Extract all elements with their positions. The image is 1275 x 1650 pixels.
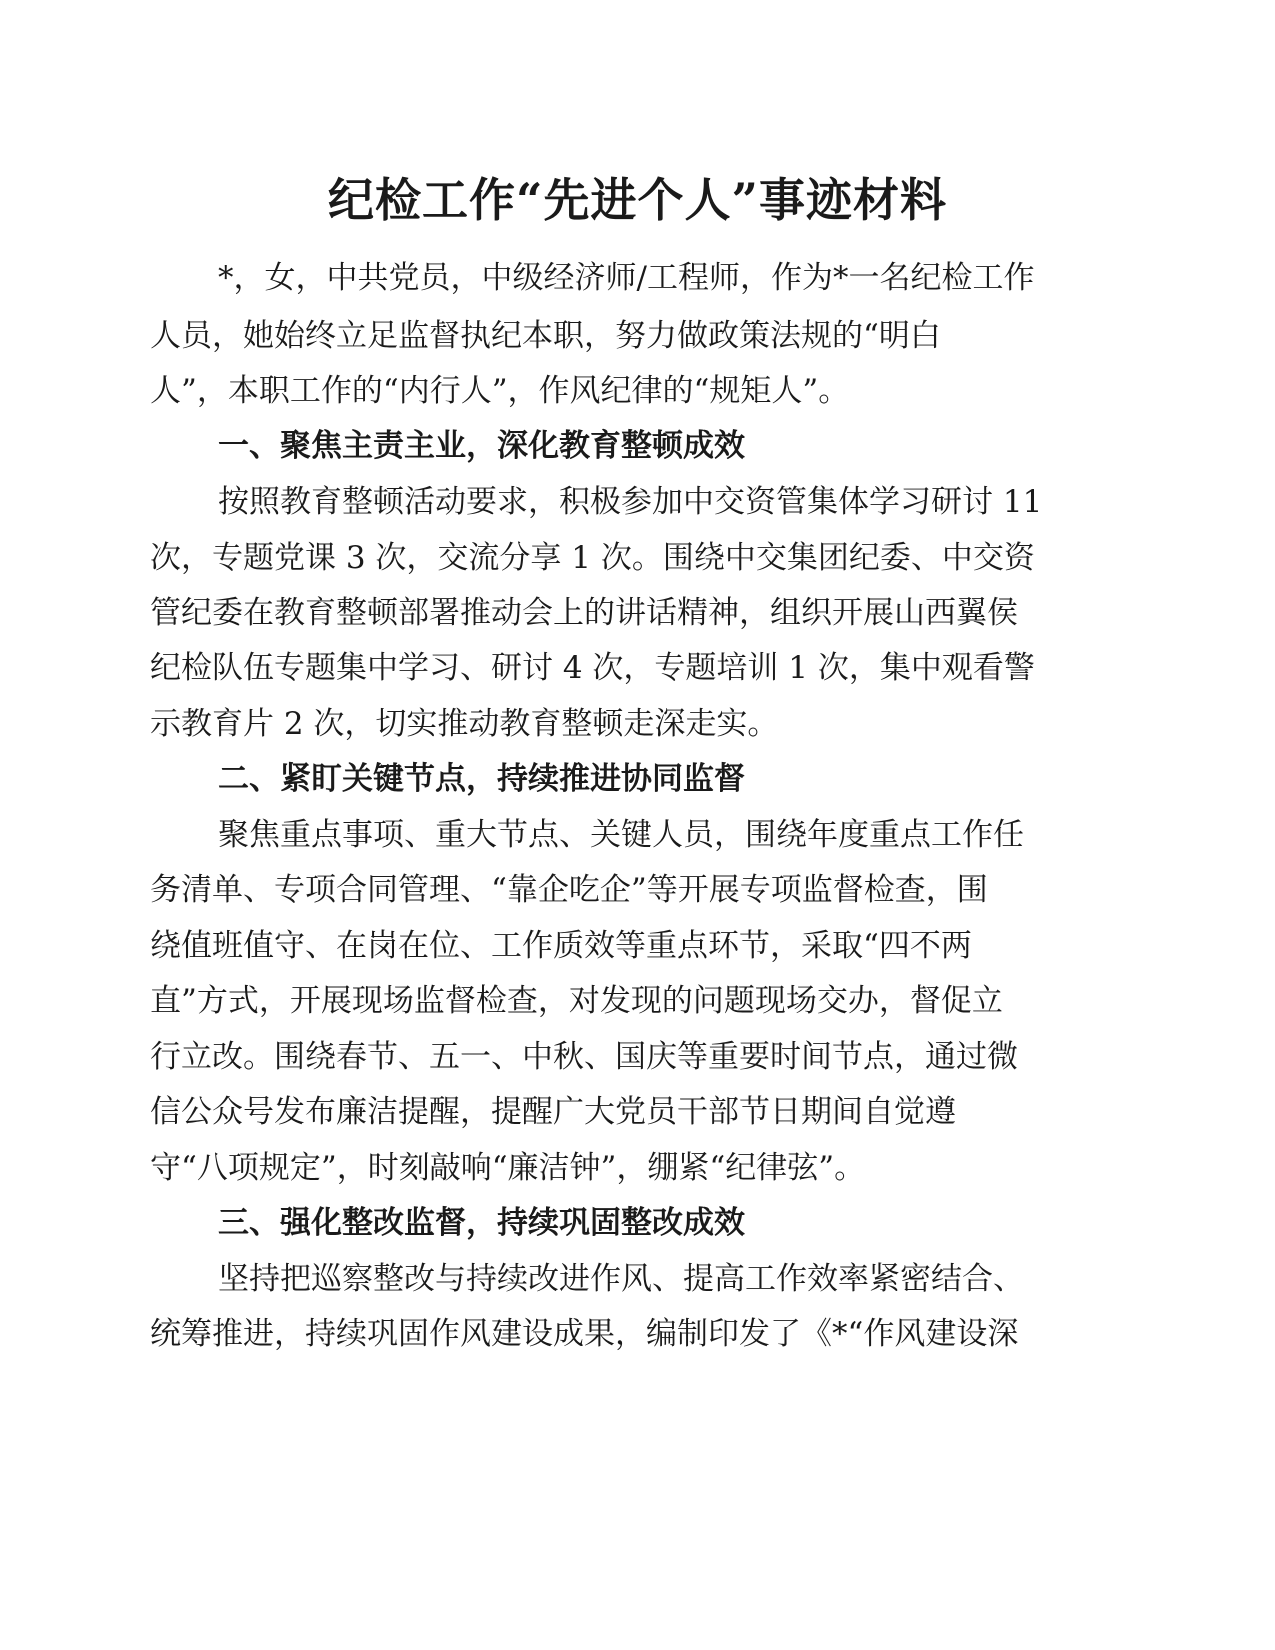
body-line: 坚持把巡察整改与持续改进作风、提高工作效率紧密结合、 xyxy=(218,1261,1024,1297)
body-line: 聚焦重点事项、重大节点、关键人员，围绕年度重点工作任 xyxy=(218,817,1024,853)
body-line: 管纪委在教育整顿部署推动会上的讲话精神，组织开展山西翼侯 xyxy=(150,595,1018,631)
body-line: 示教育片 2 次，切实推动教育整顿走深走实。 xyxy=(150,706,779,742)
section-heading: 一、聚焦主责主业，深化教育整顿成效 xyxy=(218,428,745,464)
body-line: 守“八项规定”，时刻敲响“廉洁钟”，绷紧“纪律弦”。 xyxy=(150,1150,866,1186)
intro-line: *，女，中共党员，中级经济师/工程师，作为*一名纪检工作 xyxy=(218,260,1035,296)
intro-line: 人”，本职工作的“内行人”，作风纪律的“规矩人”。 xyxy=(150,373,850,409)
body-line: 次，专题党课 3 次，交流分享 1 次。围绕中交集团纪委、中交资 xyxy=(150,540,1035,576)
section-heading: 三、强化整改监督，持续巩固整改成效 xyxy=(218,1205,745,1241)
body-line: 按照教育整顿活动要求，积极参加中交资管集体学习研讨 11 xyxy=(218,484,1043,520)
body-line: 务清单、专项合同管理、“靠企吃企”等开展专项监督检查，围 xyxy=(150,872,988,908)
body-line: 统筹推进，持续巩固作风建设成果，编制印发了《*“作风建设深 xyxy=(150,1316,1019,1352)
section-heading: 二、紧盯关键节点，持续推进协同监督 xyxy=(218,761,745,797)
document-title: 纪检工作“先进个人”事迹材料 xyxy=(328,173,947,227)
intro-line: 人员，她始终立足监督执纪本职，努力做政策法规的“明白 xyxy=(150,318,941,354)
body-line: 绕值班值守、在岗在位、工作质效等重点环节，采取“四不两 xyxy=(150,928,972,964)
body-line: 信公众号发布廉洁提醒，提醒广大党员干部节日期间自觉遵 xyxy=(150,1094,956,1130)
body-line: 行立改。围绕春节、五一、中秋、国庆等重要时间节点，通过微 xyxy=(150,1039,1018,1075)
body-line: 纪检队伍专题集中学习、研讨 4 次，专题培训 1 次，集中观看警 xyxy=(150,650,1035,686)
body-line: 直”方式，开展现场监督检查，对发现的问题现场交办，督促立 xyxy=(150,983,1003,1019)
